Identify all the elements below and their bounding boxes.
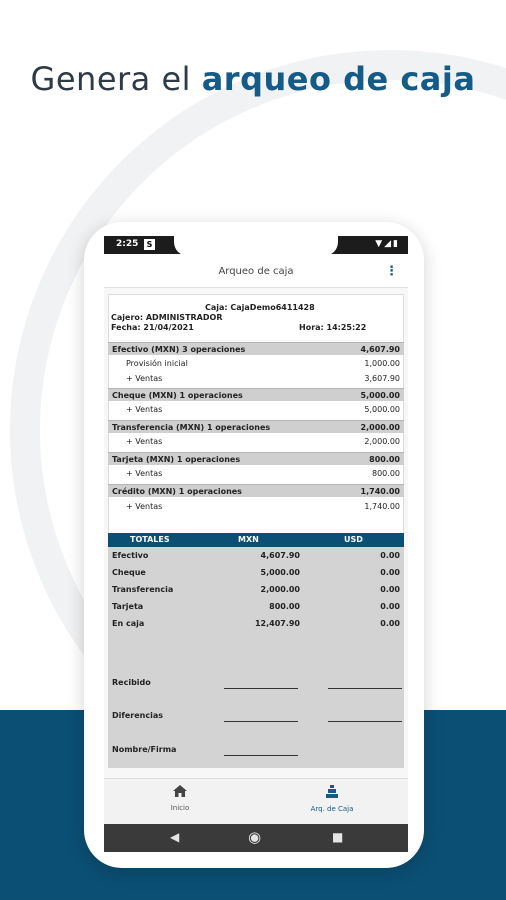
bottom-navigation	[104, 778, 408, 824]
totals-row	[108, 600, 404, 614]
group-value: 1,740.00	[360, 487, 400, 496]
detail-label: + Ventas	[126, 502, 163, 511]
signature-recibido	[108, 678, 404, 692]
phone-frame	[84, 222, 424, 868]
signature-line	[224, 721, 298, 722]
group-row	[108, 420, 404, 433]
page-title: Arqueo de caja	[218, 266, 294, 277]
detail-label: + Ventas	[126, 374, 163, 383]
totals-row	[108, 583, 404, 597]
detail-row	[108, 435, 404, 448]
home-button-icon[interactable]: ◉	[248, 828, 262, 846]
totals-mxn: 5,000.00	[260, 568, 300, 577]
col-mxn: MXN	[238, 535, 259, 544]
signature-label: Nombre/Firma	[112, 745, 177, 754]
totals-label: En caja	[112, 619, 145, 628]
totals-usd: 0.00	[380, 551, 400, 560]
detail-label: + Ventas	[126, 405, 163, 414]
detail-value: 1,740.00	[364, 502, 400, 511]
nav-inicio-label: Inicio	[170, 804, 190, 812]
totals-usd: 0.00	[380, 568, 400, 577]
detail-value: 2,000.00	[364, 437, 400, 446]
phone-screen	[104, 236, 408, 852]
totals-mxn: 4,607.90	[260, 551, 300, 560]
totals-label: Transferencia	[112, 585, 174, 594]
col-totales: TOTALES	[130, 535, 170, 544]
detail-row	[108, 500, 404, 513]
caja-label: Caja: CajaDemo6411428	[205, 303, 315, 312]
signature-line	[328, 688, 402, 689]
cash-register-icon	[256, 785, 408, 802]
totals-row	[108, 549, 404, 563]
totals-mxn: 12,407.90	[254, 619, 300, 628]
group-value: 800.00	[369, 455, 400, 464]
group-label: Cheque (MXN) 1 operaciones	[112, 391, 243, 400]
cajero-label: Cajero: ADMINISTRADOR	[111, 313, 223, 322]
totals-label: Efectivo	[112, 551, 149, 560]
signature-label: Diferencias	[112, 711, 163, 720]
totals-usd: 0.00	[380, 619, 400, 628]
nav-inicio[interactable]	[104, 785, 256, 812]
group-row	[108, 388, 404, 401]
s-badge-icon: S	[144, 239, 155, 250]
totals-row	[108, 617, 404, 631]
system-navigation	[104, 824, 408, 852]
totals-mxn: 2,000.00	[260, 585, 300, 594]
totals-row	[108, 566, 404, 580]
report-area	[104, 288, 408, 778]
detail-value: 5,000.00	[364, 405, 400, 414]
totals-header	[108, 533, 404, 547]
nav-arqueo[interactable]	[256, 785, 408, 813]
group-value: 2,000.00	[360, 423, 400, 432]
totals-usd: 0.00	[380, 602, 400, 611]
signature-label: Recibido	[112, 678, 151, 687]
app-bar	[104, 256, 408, 288]
group-row	[108, 484, 404, 497]
headline-normal: Genera el	[30, 60, 192, 98]
totals-table	[108, 533, 404, 768]
detail-value: 1,000.00	[364, 359, 400, 368]
signature-line	[224, 688, 298, 689]
totals-label: Cheque	[112, 568, 146, 577]
detail-row	[108, 357, 404, 370]
headline-bold: arqueo de caja	[201, 60, 476, 98]
detail-row	[108, 403, 404, 416]
camera-notch	[174, 236, 338, 256]
fecha-label: Fecha: 21/04/2021	[111, 323, 194, 332]
nav-arqueo-label: Arq. de Caja	[310, 805, 354, 813]
group-label: Efectivo (MXN) 3 operaciones	[112, 345, 246, 354]
col-usd: USD	[344, 535, 363, 544]
detail-label: Provisión inicial	[126, 359, 188, 368]
hora-label: Hora: 14:25:22	[299, 323, 367, 332]
detail-label: + Ventas	[126, 437, 163, 446]
signature-nombre	[108, 745, 404, 759]
status-icons: ▼◢▮	[375, 239, 400, 249]
totals-usd: 0.00	[380, 585, 400, 594]
detail-value: 3,607.90	[364, 374, 400, 383]
group-row	[108, 452, 404, 465]
signature-diferencias	[108, 711, 404, 725]
group-value: 5,000.00	[360, 391, 400, 400]
home-icon	[104, 785, 256, 801]
group-label: Transferencia (MXN) 1 operaciones	[112, 423, 271, 432]
status-time: 2:25	[116, 239, 139, 249]
back-icon[interactable]: ◀	[170, 830, 180, 844]
detail-label: + Ventas	[126, 469, 163, 478]
totals-mxn: 800.00	[269, 602, 300, 611]
recent-apps-icon[interactable]: ■	[332, 830, 344, 844]
group-row	[108, 342, 404, 355]
signature-line	[224, 755, 298, 756]
more-menu-icon[interactable]: ⋮	[385, 264, 398, 279]
group-label: Tarjeta (MXN) 1 operaciones	[112, 455, 241, 464]
signature-line	[328, 721, 402, 722]
group-value: 4,607.90	[360, 345, 400, 354]
headline	[0, 60, 506, 98]
group-label: Crédito (MXN) 1 operaciones	[112, 487, 242, 496]
totals-label: Tarjeta	[112, 602, 144, 611]
detail-value: 800.00	[372, 469, 400, 478]
detail-row	[108, 467, 404, 480]
detail-row	[108, 372, 404, 385]
